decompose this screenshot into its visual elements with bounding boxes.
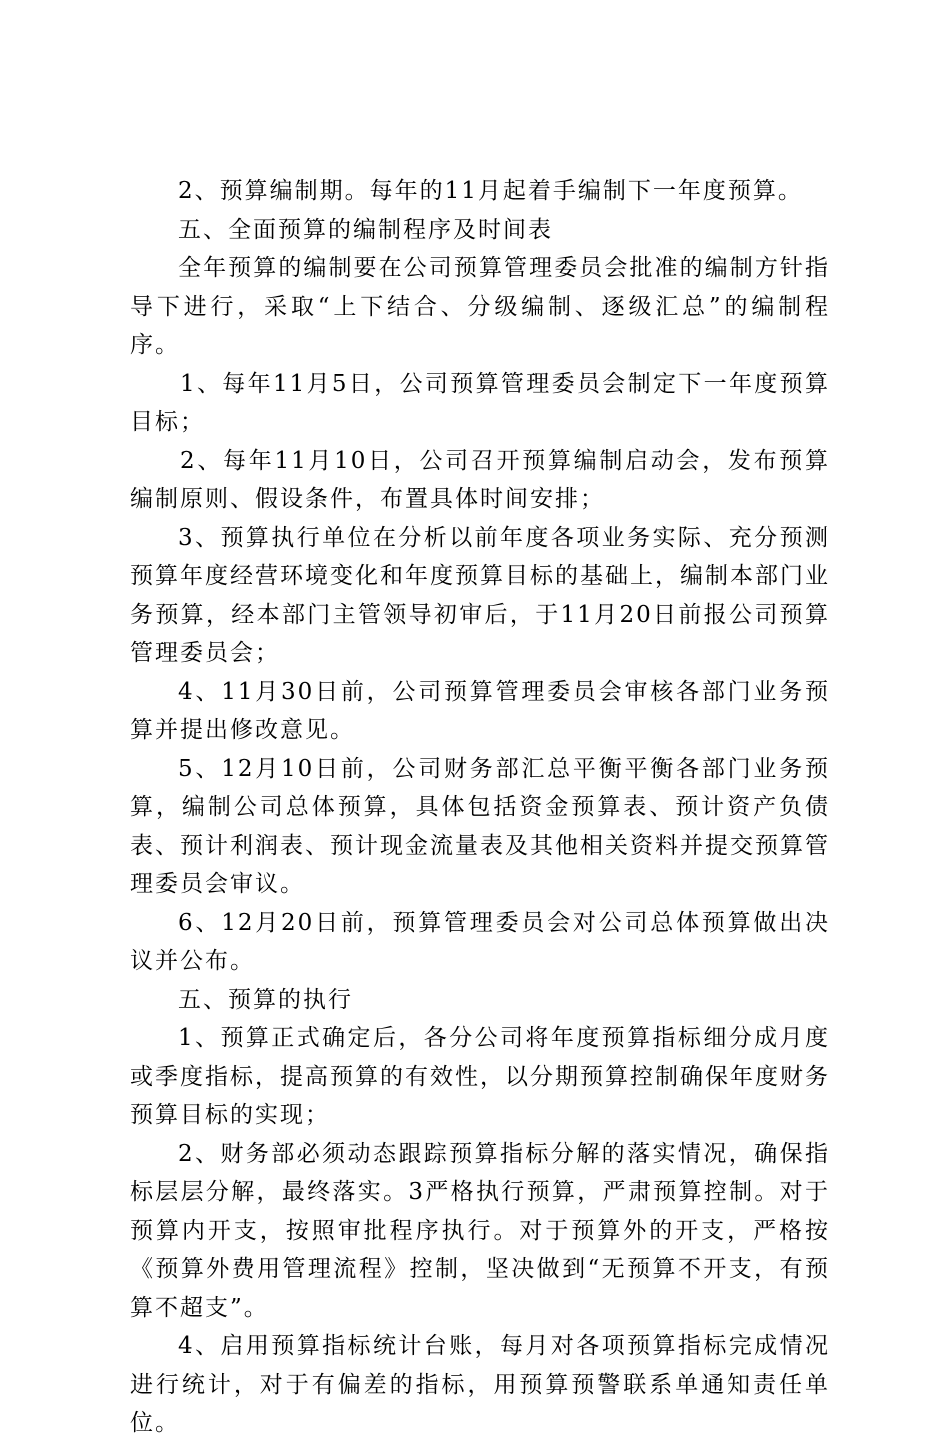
paragraph-step-1: 1、每年11月5日，公司预算管理委员会制定下一年度预算目标； bbox=[130, 370, 830, 435]
paragraph-step-5: 5、12月10日前，公司财务部汇总平衡平衡各部门业务预算，编制公司总体预算，具体包括资金预算表、预计资产负债表、预计利润表、预计现金流量表及其他相关资料并提交预算管理委员会审议。 bbox=[130, 755, 830, 897]
section-heading-execution: 五、预算的执行 bbox=[178, 986, 353, 1013]
document-body bbox=[130, 172, 830, 1443]
paragraph-step-3: 3、预算执行单位在分析以前年度各项业务实际、充分预测预算年度经营环境变化和年度预算目标的基础上，编制本部门业务预算，经本部门主管领导初审后，于11月20日前报公司预算管理委员会； bbox=[130, 524, 830, 666]
paragraph-compile-period: 2、预算编制期。每年的11月起着手编制下一年度预算。 bbox=[178, 178, 803, 204]
paragraph-execution-4: 4、启用预算指标统计台账，每月对各项预算指标完成情况进行统计，对于有偏差的指标，用预算预警联系单通知责任单位。 bbox=[130, 1333, 830, 1436]
paragraph-step-6: 6、12月20日前，预算管理委员会对公司总体预算做出决议并公布。 bbox=[130, 909, 830, 974]
paragraph-execution-1: 1、预算正式确定后，各分公司将年度预算指标细分成月度或季度指标，提高预算的有效性，以分期预算控制确保年度财务预算目标的实现； bbox=[130, 1025, 830, 1128]
paragraph-step-2: 2、每年11月10日，公司召开预算编制启动会，发布预算编制原则、假设条件，布置具体时间安排； bbox=[130, 447, 830, 512]
paragraph-step-4: 4、11月30日前，公司预算管理委员会审核各部门业务预算并提出修改意见。 bbox=[130, 678, 830, 743]
paragraph-procedure-intro: 全年预算的编制要在公司预算管理委员会批准的编制方针指导下进行，采取“上下结合、分级编制、逐级汇总”的编制程序。 bbox=[130, 255, 830, 358]
section-heading-procedure: 五、全面预算的编制程序及时间表 bbox=[178, 216, 553, 243]
paragraph-execution-2: 2、财务部必须动态跟踪预算指标分解的落实情况，确保指标层层分解，最终落实。3严格执行预算，严肃预算控制。对于预算内开支，按照审批程序执行。对于预算外的开支，严格按《预算外费用管理流程》控制，坚决做到“无预算不开支，有预算不超支”。 bbox=[130, 1140, 830, 1321]
